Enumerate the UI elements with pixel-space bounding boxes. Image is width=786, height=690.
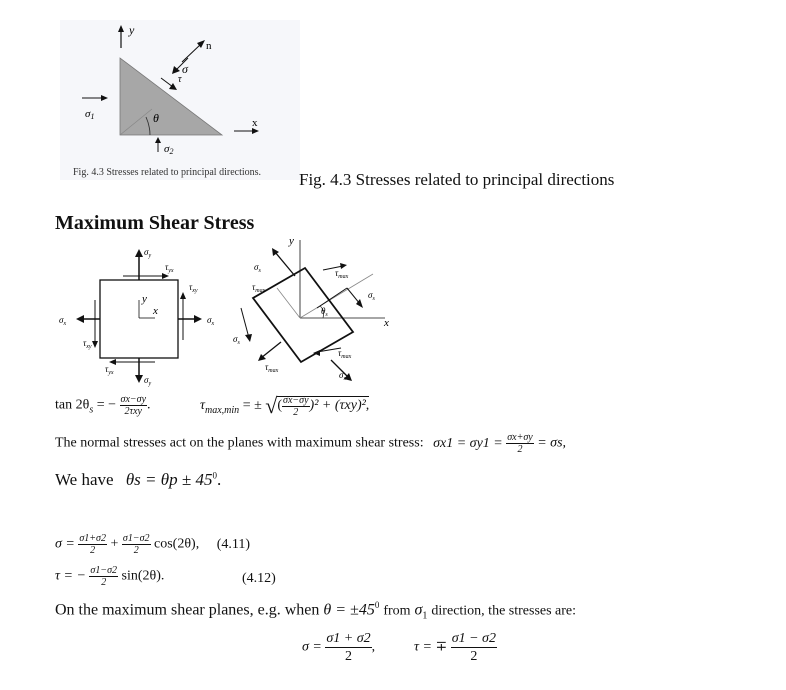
label-tau-xy-left: $\tau_{xy}$ xyxy=(83,338,92,350)
label-inner-y: y xyxy=(142,293,147,305)
stress-element xyxy=(100,280,178,358)
label-sigma: σ xyxy=(182,62,188,76)
label-x: x xyxy=(252,117,258,129)
label-sigma-s-bottom: $\sigma_s$ xyxy=(339,370,346,382)
label-x-rotated: x xyxy=(384,317,389,329)
label-sigma1: σ1 xyxy=(85,108,95,121)
figure-principal-stresses xyxy=(60,20,300,180)
label-y: y xyxy=(129,23,135,37)
label-sigma-y-top: $\sigma_y$ xyxy=(144,247,152,259)
figure-max-shear xyxy=(55,238,405,388)
label-n: n xyxy=(206,40,212,52)
label-sigma-x-right: $\sigma_x$ xyxy=(207,315,215,327)
label-tau: τ xyxy=(178,74,182,85)
label-inner-x: x xyxy=(153,305,158,317)
label-theta: θ xyxy=(153,111,159,125)
equation-tan-2theta: $\tan 2\theta_s$ = − $\frac{\sigma x-\sigma y}{\text{2τxy}}$ . xyxy=(55,394,151,417)
normal-stress-line: The normal stresses act on the planes with maximum shear stress: σx1 = σy1 = $\frac{\sigma x+\sigma y}{2}$ = σs, xyxy=(55,432,567,455)
label-sigma-s-top: $\sigma_s$ xyxy=(254,262,261,274)
final-sigma-equation: σ = $\frac{\sigma 1 + \sigma 2}{2}$ , xyxy=(302,631,376,664)
equation-4-12: τ = − $\frac{\sigma 1-\sigma 2}{2}$ sin(2θ). xyxy=(55,565,165,588)
equation-4-11: σ = $\frac{\sigma 1+\sigma 2}{2}$ + $\frac{\sigma 1-\sigma 2}{2}$ cos(2θ), (4.11) xyxy=(55,533,251,556)
max-shear-planes-line: On the maximum shear planes, e.g. when $\theta = \pm 45^0$ from $\sigma_1$ direction, the stresses are: xyxy=(55,600,577,622)
label-tau-max-left: $\tau_{max}$ xyxy=(252,282,266,294)
label-theta-s: $\theta_s$ xyxy=(321,306,328,318)
equation-tau-max: $\tau_{max,min}$ = ± √( $\frac{\sigma x-\sigma y}{2}$ )² + (τxy)², xyxy=(200,393,370,418)
label-sigma2: σ2 xyxy=(164,143,174,156)
label-tau-max-top: $\tau_{max}$ xyxy=(335,268,349,280)
label-tau-yx-bottom: $\tau_{yx}$ xyxy=(105,364,114,376)
label-sigma-x-left: $\sigma_x$ xyxy=(59,315,67,327)
label-tau-max-bottom: $\tau_{max}$ xyxy=(265,362,279,374)
we-have-line: We have $\theta s = \theta p \pm 45^0$. xyxy=(55,470,222,489)
section-heading: Maximum Shear Stress xyxy=(55,212,255,234)
inner-figure-caption: Fig. 4.3 Stresses related to principal directions. xyxy=(73,167,262,178)
label-tau-xy-right: $\tau_{xy}$ xyxy=(189,282,198,294)
label-sigma-s-left: $\sigma_s$ xyxy=(233,334,240,346)
label-sigma-s-right: $\sigma_s$ xyxy=(368,290,375,302)
equation-4-12-number: (4.12) xyxy=(242,571,276,586)
label-sigma-y-bottom: $\sigma_y$ xyxy=(144,375,152,387)
figure-caption: Fig. 4.3 Stresses related to principal directions xyxy=(299,170,615,189)
label-y-rotated: y xyxy=(289,238,294,247)
final-tau-equation: τ = ∓ $\frac{\sigma 1 - \sigma 2}{2}$ xyxy=(414,631,496,664)
label-tau-yx-top: $\tau_{yx}$ xyxy=(165,262,174,274)
label-tau-max-right: $\tau_{max}$ xyxy=(338,348,352,360)
